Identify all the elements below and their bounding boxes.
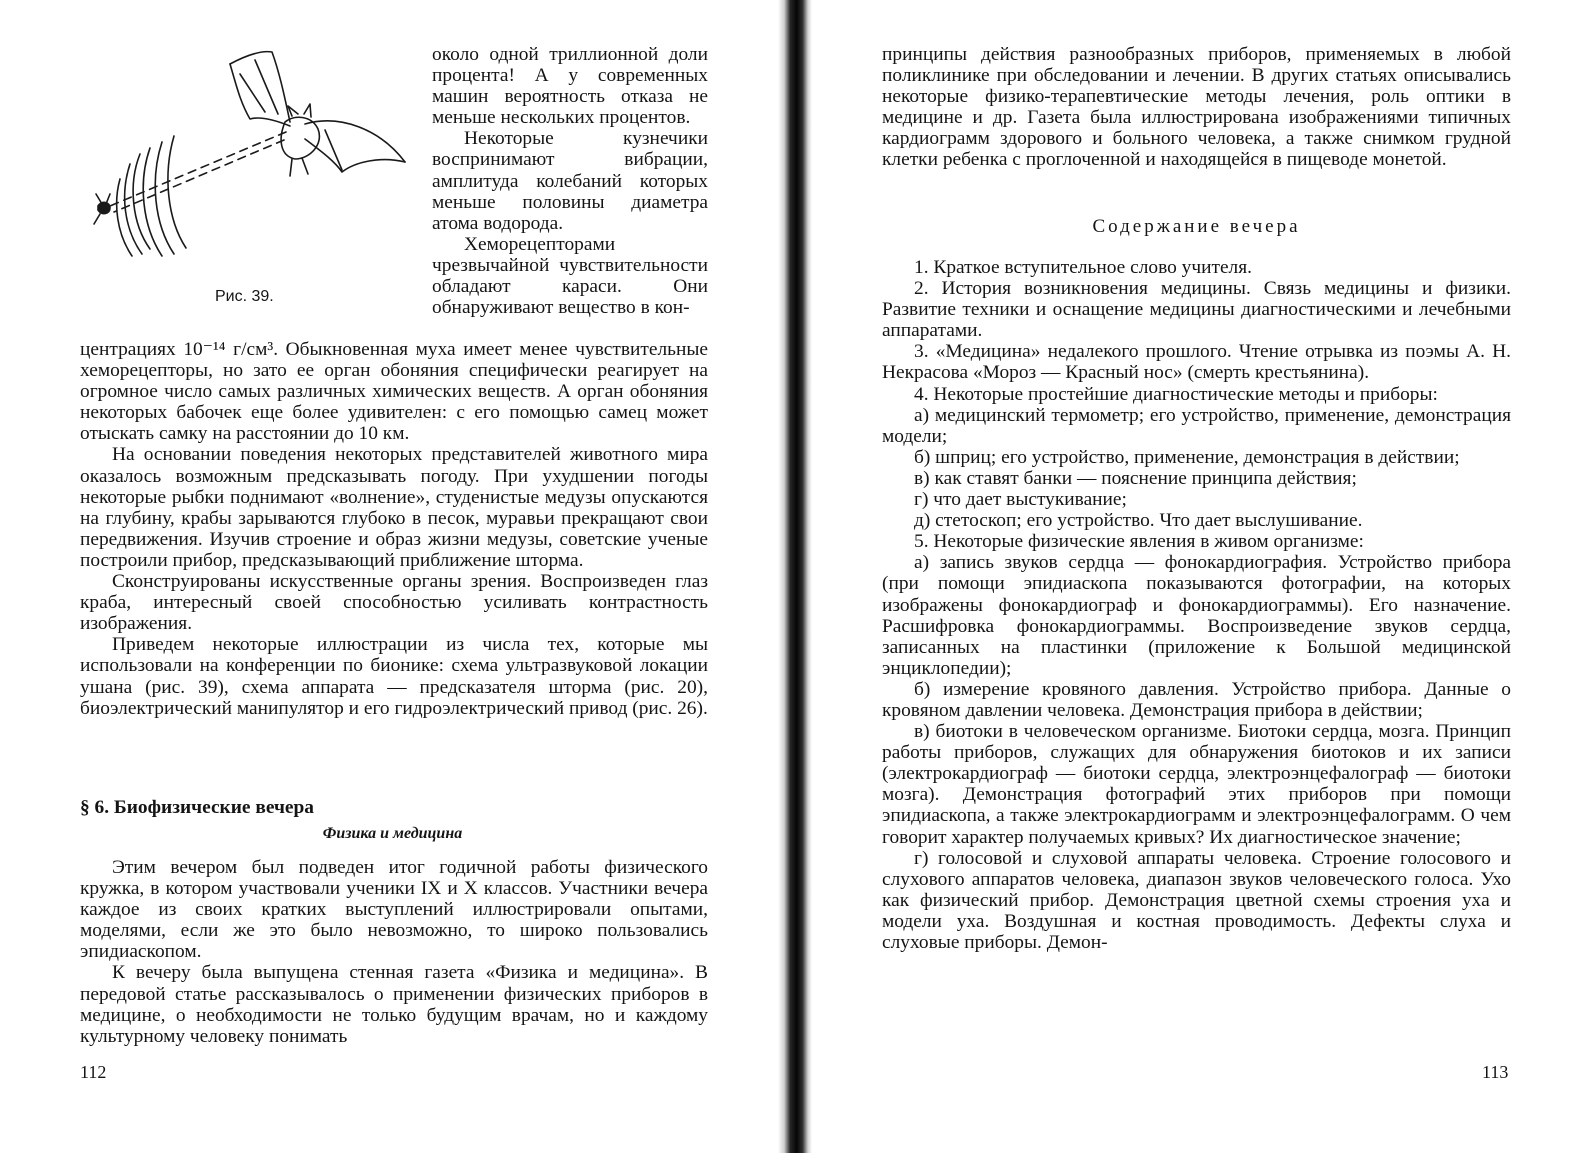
list-item: б) измерение кровяного давления. Устройство прибора. Данные о кровяном давлении человека. Демонстрация прибора в действии; (882, 678, 1511, 721)
paragraph: На основании поведения некоторых представителей животного мира оказалось возможным предсказывать погоду. При ухудшении погоды некоторые рыбки поднимают «волнение», студенистые медузы опускаются на глубину, крабы зарываются глубоко в песок, муравьи прекращают свои передвижения. Изучив строение и образ жизни медузы, советские ученые построили прибор, предсказывающий приближение шторма. (80, 444, 708, 571)
figure-caption: Рис. 39. (215, 288, 274, 305)
section-subheading: Физика и медицина (322, 825, 463, 842)
list-item: г) голосовой и слуховой аппараты человека. Строение голосового и слухового аппаратов человека, диапазон звуков человеческого голоса. Ухо как физический прибор. Демонстрация цветной схемы строения уха и модели уха. Воздушная и костная проводимость. Дефекты слуха и слуховые приборы. Демон- (882, 847, 1511, 953)
list-item: 2. История возникновения медицины. Связь медицины и физики. Развитие техники и оснащение медицины диагностическими и лечебными аппаратами. (882, 278, 1511, 342)
list-item: в) как ставят банки — пояснение принципа действия; (914, 467, 1357, 489)
list-item: 1. Краткое вступительное слово учителя. (914, 257, 1252, 278)
list-item: 3. «Медицина» недалекого прошлого. Чтение отрывка из поэмы А. Н. Некрасова «Мороз — Красный нос» (смерть крестьянина). (882, 341, 1511, 384)
list-item: 5. Некоторые физические явления в живом организме: (914, 531, 1364, 553)
page-number: 113 (1482, 1062, 1509, 1082)
paragraph: около одной триллионной доли процента! А у современных машин вероятность отказа не меньше нескольких процентов. (432, 44, 708, 129)
list-item: 4. Некоторые простейшие диагностические методы и приборы: (914, 383, 1438, 405)
paragraph: центрациях 10⁻¹⁴ г/см³. Обыкновенная муха имеет менее чувствительные хеморецепторы, но зато ее орган обоняния специфически реагирует на огромное число самых различных химических веществ. А орган обоняния некоторых бабочек еще более удивителен: с его помощью самец может отыскать самку на расстоянии до 10 км. (80, 339, 708, 445)
paragraph: К вечеру была выпущена стенная газета «Физика и медицина». В передовой статье рассказывалось о применении физических приборов в медицине, о необходимости не только будущим врачам, но и каждому культурному человеку понимать (80, 962, 708, 1047)
program-list (882, 257, 1511, 953)
paragraph: принципы действия разнообразных приборов, применяемых в любой поликлинике при обследовании и лечении. В других статьях описывались некоторые физико-терапевтические методы лечения, роль оптики в медицине и др. Газета была иллюстрирована изображениями типичных кардиограмм здорового и больного человека, а также снимком грудной клетки ребенка с проглоченной и находящейся в пищеводе монетой. (882, 44, 1511, 171)
list-item: б) шприц; его устройство, применение, демонстрация в действии; (914, 446, 1460, 468)
program-heading: Содержание вечера (1092, 216, 1301, 237)
list-item: г) что дает выстукивание; (914, 489, 1127, 511)
paragraph: Сконструированы искусственные органы зрения. Воспроизведен глаз краба, интересный своей способностью усиливать контрастность изображения. (80, 571, 708, 635)
left-page (0, 0, 785, 1153)
list-item: д) стетоскоп; его устройство. Что дает выслушивание. (914, 510, 1363, 532)
right-page (805, 0, 1588, 1153)
paragraph: Этим вечером был подведен итог годичной работы физического кружка, в котором участвовали ученики IX и X классов. Участники вечера каждое из своих кратких выступлений иллюстрировали опытами, моделями, если же это было невозможно, то широко пользовались эпидиаскопом. (80, 857, 708, 963)
list-item: в) биотоки в человеческом организме. Биотоки сердца, мозга. Принцип работы приборов, служащих для обнаружения биотоков и их записи (электрокардиограф — биотоки сердца, электроэнцефалограф — биотоки мозга). Демонстрация фотографий этих приборов при помощи эпидиаскопа, а также электрокардиограмм и электроэнцефалограмм. О чем говорит характер получаемых кривых? Их диагностическое значение; (882, 721, 1511, 848)
main-text-column (80, 339, 708, 719)
section-text (80, 857, 708, 1047)
list-item: а) запись звуков сердца — фонокардиография. Устройство прибора (при помощи эпидиаскопа показываются фотографии, на которых изображены фонокардиограф и фонокардиограммы). Его назначение. Расшифровка фонокардиограммы. Воспроизведение звуков сердца, записанных на пластинки (приложение к Большой медицинской энциклопедии); (882, 552, 1511, 679)
list-item: а) медицинский термометр; его устройство, применение, демонстрация модели; (882, 404, 1511, 447)
figure-39 (80, 44, 425, 334)
section-heading: § 6. Биофизические вечера (80, 797, 314, 818)
page-number: 112 (80, 1062, 107, 1082)
paragraph: Некоторые кузнечики воспринимают вибрации, амплитуда колебаний которых меньше половины диаметра атома водорода. (432, 128, 708, 234)
wrapped-text-column (432, 44, 708, 318)
paragraph: Приведем некоторые иллюстрации из числа тех, которые мы использовали на конференции по бионике: схема ультразвуковой локации ушана (рис. 39), схема аппарата — предсказателя шторма (рис. 20), биоэлектрический манипулятор и его гидроэлектрический привод (рис. 26). (80, 634, 708, 719)
intro-text (882, 44, 1511, 171)
paragraph: Хеморецепторами чрезвычайной чувствительности обладают караси. Они обнаруживают вещество в кон- (432, 233, 708, 319)
bat-echolocation-illustration (80, 44, 425, 264)
